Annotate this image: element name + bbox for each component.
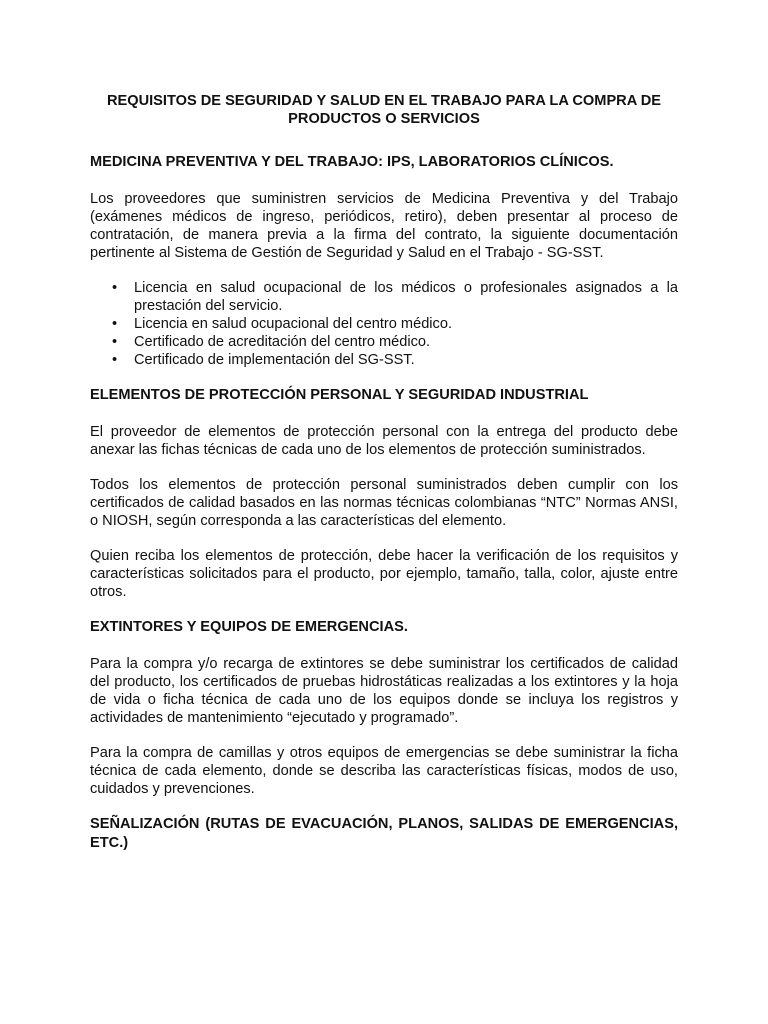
list-item-text: Certificado de implementación del SG-SST. [134, 352, 415, 368]
bullet-icon: • [112, 280, 118, 296]
paragraph-compra-camillas: Para la compra de camillas y otros equipos de emergencias se debe suministrar la ficha técnica de cada elemento, donde se describa las características físicas, modos de uso, cuidados y prevenciones. [90, 745, 678, 797]
section-heading-extintores: EXTINTORES Y EQUIPOS DE EMERGENCIAS. [90, 619, 408, 635]
list-item [90, 333, 678, 351]
bullet-icon: • [112, 334, 118, 350]
document-page [90, 92, 678, 871]
section-heading-elementos-proteccion: ELEMENTOS DE PROTECCIÓN PERSONAL Y SEGURIDAD INDUSTRIAL [90, 387, 589, 403]
paragraph-compra-extintores: Para la compra y/o recarga de extintores se debe suministrar los certificados de calidad del producto, los certificados de pruebas hidrostáticas realizadas a los extintores y la hoja de vida o ficha técnica de cada uno de los equipos donde se incluya los registros y actividades de mantenimiento “ejecutado y programado”. [90, 656, 678, 726]
paragraph-verificacion-requisitos: Quien reciba los elementos de protección, debe hacer la verificación de los requisitos y características solicitados para el producto, por ejemplo, tamaño, talla, color, ajuste entre otros. [90, 548, 678, 600]
requirements-list [90, 279, 678, 369]
section-heading-senalizacion: SEÑALIZACIÓN (RUTAS DE EVACUACIÓN, PLANOS, SALIDAS DE EMERGENCIAS, ETC.) [90, 816, 678, 851]
list-item-text: Licencia en salud ocupacional de los médicos o profesionales asignados a la prestación del servicio. [134, 280, 678, 314]
document-title: REQUISITOS DE SEGURIDAD Y SALUD EN EL TRABAJO PARA LA COMPRA DE PRODUCTOS O SERVICIOS [106, 93, 662, 127]
list-item-text: Licencia en salud ocupacional del centro médico. [134, 316, 453, 332]
bullet-icon: • [112, 352, 118, 368]
paragraph-fichas-tecnicas: El proveedor de elementos de protección personal con la entrega del producto debe anexar las fichas técnicas de cada uno de los elementos de protección suministrados. [90, 424, 678, 458]
list-item [90, 279, 678, 315]
list-item-text: Certificado de acreditación del centro médico. [134, 334, 431, 350]
paragraph-proveedores-medicina: Los proveedores que suministren servicios de Medicina Preventiva y del Trabajo (exámenes médicos de ingreso, periódicos, retiro), deben presentar al proceso de contratación, de manera previa a la firma del contrato, la siguiente documentación pertinente al Sistema de Gestión de Seguridad y Salud en el Trabajo - SG-SST. [90, 191, 678, 261]
list-item [90, 315, 678, 333]
bullet-icon: • [112, 316, 118, 332]
paragraph-certificados-calidad: Todos los elementos de protección personal suministrados deben cumplir con los certificados de calidad basados en las normas técnicas colombianas “NTC” Normas ANSI, o NIOSH, según corresponda a las características del elemento. [90, 477, 678, 529]
section-heading-medicina-preventiva: MEDICINA PREVENTIVA Y DEL TRABAJO: IPS, LABORATORIOS CLÍNICOS. [90, 154, 614, 170]
list-item [90, 351, 678, 369]
